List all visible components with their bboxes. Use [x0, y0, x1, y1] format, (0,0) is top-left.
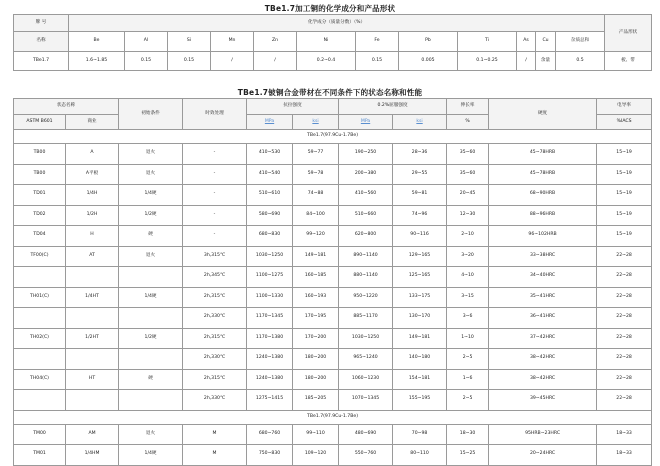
cell: 1.6~1.85	[69, 52, 125, 71]
table-cell: 1/2硬	[119, 205, 183, 226]
table-cell: 1~10	[447, 328, 489, 349]
table-cell: 22~28	[597, 287, 652, 308]
table-cell: 950~1220	[339, 287, 393, 308]
table-cell: 硬	[119, 369, 183, 390]
elongation-header: 伸长率	[447, 99, 489, 115]
table-cell: 680~830	[247, 226, 293, 247]
table-cell: 15~19	[597, 164, 652, 185]
yield-header: 0.2%屈服强度	[339, 99, 447, 115]
cell: TBe1.7	[14, 52, 69, 71]
composition-header: 化学成分（质量分数）（%）	[69, 15, 605, 32]
table-cell: 59~81	[393, 185, 447, 206]
cell: 0.15	[125, 52, 168, 71]
table-cell	[119, 267, 183, 288]
cell: 0.005	[399, 52, 458, 71]
table-cell: 37~42HRC	[489, 328, 597, 349]
table-cell: 3~20	[447, 246, 489, 267]
table-cell: 155~195	[393, 390, 447, 411]
table-cell: 29~55	[393, 164, 447, 185]
section-header: TBe1.7(97.9Cu-1.7Be)	[14, 410, 652, 424]
element-header: 杂质总和	[556, 32, 605, 52]
table-cell: 154~181	[393, 369, 447, 390]
cell: 0.15	[356, 52, 399, 71]
table-cell: 退火	[119, 144, 183, 165]
table-cell	[119, 390, 183, 411]
table-row	[14, 308, 652, 329]
table-cell: 149~181	[393, 328, 447, 349]
table-row	[14, 164, 652, 185]
table-cell: 15~25	[447, 445, 489, 466]
table-cell: -	[183, 205, 247, 226]
table-cell: 70~98	[393, 424, 447, 445]
conductivity-header: 电导率	[597, 99, 652, 115]
table-cell: 180~200	[293, 349, 339, 370]
table-cell: AM	[66, 424, 119, 445]
table-cell: 18~33	[597, 424, 652, 445]
table-cell: 160~193	[293, 287, 339, 308]
initial-condition-header: 初始条件	[119, 99, 183, 130]
table-cell: 1170~1345	[247, 308, 293, 329]
table-cell: 1/4硬	[119, 185, 183, 206]
table-cell: 4~10	[447, 267, 489, 288]
table-row	[14, 287, 652, 308]
name-header: 名称	[14, 32, 69, 52]
table-cell: 1/4HT	[66, 287, 119, 308]
table-cell: 36~41HRC	[489, 308, 597, 329]
table-cell: A平板	[66, 164, 119, 185]
table-cell: 84~100	[293, 205, 339, 226]
table-cell: 2h,315℃	[183, 369, 247, 390]
table-cell: 33~38HRC	[489, 246, 597, 267]
table-cell: -	[183, 164, 247, 185]
composition-table	[13, 14, 652, 71]
table-cell: 45~78HRB	[489, 144, 597, 165]
astm-header: ASTM B601	[14, 115, 66, 130]
table-cell: TF00(C)	[14, 246, 66, 267]
tensile-unit-ksi	[293, 115, 339, 130]
table-cell: 2~10	[447, 226, 489, 247]
cell: 0.5	[556, 52, 605, 71]
table-cell: 2h,330℃	[183, 349, 247, 370]
properties-table	[13, 98, 652, 466]
element-header: Al	[125, 32, 168, 52]
table-cell: 133~175	[393, 287, 447, 308]
table-cell: 15~19	[597, 226, 652, 247]
table-cell: 1060~1230	[339, 369, 393, 390]
table-cell: 130~170	[393, 308, 447, 329]
cell: /	[254, 52, 297, 71]
table-cell: AT	[66, 246, 119, 267]
table-row	[14, 144, 652, 165]
table-cell: 890~1140	[339, 246, 393, 267]
table-cell: 20~24HRC	[489, 445, 597, 466]
table-cell: 1/2H	[66, 205, 119, 226]
table-cell: 1/4HM	[66, 445, 119, 466]
table-cell: 200~380	[339, 164, 393, 185]
table-cell: 160~185	[293, 267, 339, 288]
table-cell: 59~77	[293, 144, 339, 165]
table-cell: 45~78HRB	[489, 164, 597, 185]
table-cell: 96~102HRB	[489, 226, 597, 247]
table-cell: 3~15	[447, 287, 489, 308]
table-cell: 180~200	[293, 369, 339, 390]
table-cell: 99~120	[293, 226, 339, 247]
table-cell: 1100~1275	[247, 267, 293, 288]
yield-unit-ksi	[393, 115, 447, 130]
table-cell: 22~28	[597, 349, 652, 370]
table-cell: 750~830	[247, 445, 293, 466]
table1-title: TBe1.7加工铜的化学成分和产品形状	[264, 4, 396, 13]
table-cell: 1030~1250	[247, 246, 293, 267]
table-cell	[14, 308, 66, 329]
table-cell: 480~690	[339, 424, 393, 445]
table-row	[14, 424, 652, 445]
table-cell	[14, 267, 66, 288]
table-cell: 410~540	[247, 164, 293, 185]
state-name-header: 状态名称	[14, 99, 119, 115]
cell: /	[517, 52, 536, 71]
table-cell: 1170~1380	[247, 328, 293, 349]
table-cell: 退火	[119, 424, 183, 445]
element-header: Fe	[356, 32, 399, 52]
element-header: Mn	[211, 32, 254, 52]
unit-ksi: ksi	[312, 118, 319, 124]
table-cell: 580~690	[247, 205, 293, 226]
element-header: Zn	[254, 32, 297, 52]
table-cell: -	[183, 226, 247, 247]
table-cell	[119, 308, 183, 329]
table-row	[14, 445, 652, 466]
table-cell: 620~800	[339, 226, 393, 247]
table-cell: 125~165	[393, 267, 447, 288]
table-cell: 20~45	[447, 185, 489, 206]
table-cell: 109~120	[293, 445, 339, 466]
table-cell: TH04(C)	[14, 369, 66, 390]
table-cell: 1030~1250	[339, 328, 393, 349]
element-header: Cu	[536, 32, 556, 52]
element-header: Si	[168, 32, 211, 52]
unit-mpa: MPa	[264, 118, 275, 124]
cell: 余量	[536, 52, 556, 71]
table-cell: 190~250	[339, 144, 393, 165]
table-cell: 68~90HRB	[489, 185, 597, 206]
table-cell: H	[66, 226, 119, 247]
table-cell: TH01(C)	[14, 287, 66, 308]
table-cell: TH02(C)	[14, 328, 66, 349]
table-cell: 2h,330℃	[183, 308, 247, 329]
table-cell	[66, 349, 119, 370]
table-cell: 1/4H	[66, 185, 119, 206]
unit-mpa: MPa	[360, 118, 371, 124]
table-cell: A	[66, 144, 119, 165]
unit-ksi: ksi	[416, 118, 423, 124]
table-cell: 1/4硬	[119, 445, 183, 466]
table-cell: M	[183, 424, 247, 445]
table-cell: 35~60	[447, 144, 489, 165]
table-cell: 2h,315℃	[183, 328, 247, 349]
table-cell: 170~195	[293, 308, 339, 329]
table-cell	[66, 390, 119, 411]
table-cell: 退火	[119, 246, 183, 267]
table-cell: 680~760	[247, 424, 293, 445]
table-cell: 35~41HRC	[489, 287, 597, 308]
table-cell	[14, 390, 66, 411]
table-cell: 22~28	[597, 267, 652, 288]
table-cell: 1100~1330	[247, 287, 293, 308]
table-cell: 1/2HT	[66, 328, 119, 349]
table-cell: 18~30	[447, 424, 489, 445]
table-cell: TD01	[14, 185, 66, 206]
table-cell: 15~19	[597, 185, 652, 206]
table-cell: -	[183, 185, 247, 206]
table-cell: 3~6	[447, 308, 489, 329]
cell: 板、带	[605, 52, 652, 71]
table-cell: 34~40HRC	[489, 267, 597, 288]
table-cell: 18~33	[597, 445, 652, 466]
table-cell: TM00	[14, 424, 66, 445]
table-cell: 15~19	[597, 144, 652, 165]
element-header: As	[517, 32, 536, 52]
table-cell	[14, 349, 66, 370]
table-row	[14, 246, 652, 267]
table-cell: 2~5	[447, 390, 489, 411]
table-cell: 39~45HRC	[489, 390, 597, 411]
table2-title: TBe1.7铍铜合金带材在不同条件下的状态名称和性能	[237, 88, 423, 97]
table-row	[14, 390, 652, 411]
table-cell	[66, 308, 119, 329]
table-cell: 38~42HRC	[489, 369, 597, 390]
table-row	[14, 226, 652, 247]
table-cell: 880~1140	[339, 267, 393, 288]
table-cell	[66, 267, 119, 288]
table-cell: 170~200	[293, 328, 339, 349]
table-cell: 15~19	[597, 205, 652, 226]
table-cell: 88~96HRB	[489, 205, 597, 226]
table-cell: 129~165	[393, 246, 447, 267]
element-header: Pb	[399, 32, 458, 52]
cell: 0.1~0.25	[458, 52, 517, 71]
table-cell: HT	[66, 369, 119, 390]
table-cell: 510~660	[339, 205, 393, 226]
table-cell: 2h,345℃	[183, 267, 247, 288]
table-cell: 12~30	[447, 205, 489, 226]
table-cell: TD02	[14, 205, 66, 226]
table-cell: 1275~1415	[247, 390, 293, 411]
table-cell: 74~88	[293, 185, 339, 206]
table-cell: 1/4硬	[119, 287, 183, 308]
table-cell: 885~1170	[339, 308, 393, 329]
table-cell: 185~205	[293, 390, 339, 411]
table-row	[14, 349, 652, 370]
table-cell: 1240~1380	[247, 369, 293, 390]
table-cell: TB00	[14, 164, 66, 185]
table-row	[14, 205, 652, 226]
table-cell: 99~110	[293, 424, 339, 445]
cell: 0.2~0.4	[297, 52, 356, 71]
shape-header: 产品形状	[605, 15, 652, 52]
table-cell: 22~28	[597, 328, 652, 349]
table-cell: 22~28	[597, 308, 652, 329]
table-cell: 95HRB~23HRC	[489, 424, 597, 445]
table-cell: 22~28	[597, 390, 652, 411]
element-header: Ti	[458, 32, 517, 52]
table-cell: 28~36	[393, 144, 447, 165]
table-cell: 90~116	[393, 226, 447, 247]
table-row	[14, 328, 652, 349]
table-cell: 3h,315℃	[183, 246, 247, 267]
section-header: TBe1.7(97.9Cu-1.7Be)	[14, 130, 652, 144]
table-cell: 1/2硬	[119, 328, 183, 349]
table-cell: 1070~1345	[339, 390, 393, 411]
table-cell: 硬	[119, 226, 183, 247]
cell: /	[211, 52, 254, 71]
table-cell: 80~110	[393, 445, 447, 466]
tensile-unit-mpa	[247, 115, 293, 130]
table-cell: 1240~1380	[247, 349, 293, 370]
table-cell: 149~181	[293, 246, 339, 267]
table-cell: 550~760	[339, 445, 393, 466]
grade-header: 牌 号	[14, 15, 69, 32]
table-cell: 2h,315℃	[183, 287, 247, 308]
conductivity-unit: %IACS	[597, 115, 652, 130]
table-cell: -	[183, 144, 247, 165]
table-cell: 74~96	[393, 205, 447, 226]
table-cell: 2h,330℃	[183, 390, 247, 411]
tensile-header: 抗拉强度	[247, 99, 339, 115]
table-cell: 退火	[119, 164, 183, 185]
table-cell: 140~180	[393, 349, 447, 370]
table-row	[14, 185, 652, 206]
table-cell: 59~78	[293, 164, 339, 185]
table-cell: TB00	[14, 144, 66, 165]
table-row	[14, 369, 652, 390]
table-cell: 410~560	[339, 185, 393, 206]
table-cell: 2~5	[447, 349, 489, 370]
element-header: Ni	[297, 32, 356, 52]
hardness-header: 硬度	[489, 99, 597, 130]
table-cell: 1~6	[447, 369, 489, 390]
table-cell: TD04	[14, 226, 66, 247]
table-cell: 22~28	[597, 246, 652, 267]
commercial-header: 商业	[66, 115, 119, 130]
table-cell: 410~530	[247, 144, 293, 165]
elongation-unit: %	[447, 115, 489, 130]
cell: 0.15	[168, 52, 211, 71]
table-cell: 510~610	[247, 185, 293, 206]
element-header: Be	[69, 32, 125, 52]
table-cell: 22~28	[597, 369, 652, 390]
yield-unit-mpa	[339, 115, 393, 130]
table-cell: 965~1240	[339, 349, 393, 370]
table-row	[14, 267, 652, 288]
table-cell: 38~42HRC	[489, 349, 597, 370]
table-cell: 35~60	[447, 164, 489, 185]
table-cell: TM01	[14, 445, 66, 466]
aging-header: 时效处理	[183, 99, 247, 130]
table-cell	[119, 349, 183, 370]
table-cell: M	[183, 445, 247, 466]
